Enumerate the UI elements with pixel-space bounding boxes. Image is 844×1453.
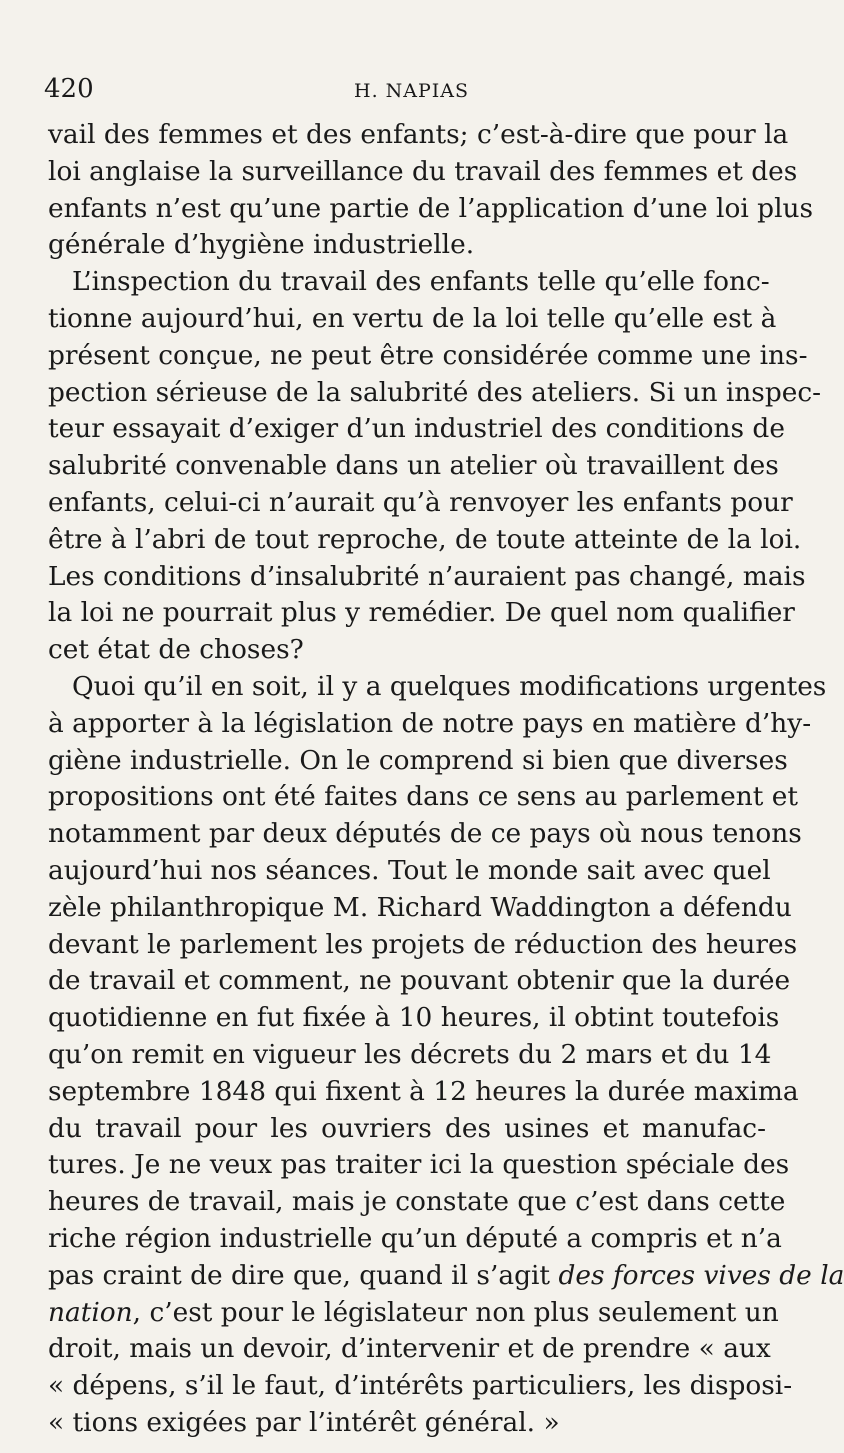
text-line: « dépens, s’il le faut, d’intérêts particuliers, les disposi- [48,1370,793,1402]
text-line: du travail pour les ouvriers des usines et manufac- [48,1112,766,1144]
text-run: , c’est pour le législateur non plus seulement un [132,1296,779,1328]
text-line: tionne aujourd’hui, en vertu de la loi telle qu’elle est à [48,302,777,334]
text-line: pection sérieuse de la salubrité des ateliers. Si un inspec- [48,376,822,408]
text-line: aujourd’hui nos séances. Tout le monde sait avec quel [48,854,771,886]
text-line: de travail et comment, ne pouvant obtenir que la durée [48,965,791,997]
text-line: riche région industrielle qu’un député a compris et n’a [48,1222,782,1254]
text-line: zèle philanthropique M. Richard Waddington a défendu [48,891,792,923]
text-line: à apporter à la législation de notre pays en matière d’hy- [48,707,812,739]
text-line: présent conçue, ne peut être considérée comme une ins- [48,339,808,371]
page-number: 420 [44,74,94,104]
text-line: enfants, celui-ci n’aurait qu’à renvoyer les enfants pour [48,486,793,518]
text-line: heures de travail, mais je constate que c’est dans cette [48,1186,786,1218]
text-line: quotidienne en fut fixée à 10 heures, il obtint toutefois [48,1002,780,1034]
text-line: cet état de choses? [48,634,304,666]
text-line: enfants n’est qu’une partie de l’application d’une loi plus [48,192,814,224]
text-line: tures. Je ne veux pas traiter ici la question spéciale des [48,1149,790,1181]
text-line: vail des femmes et des enfants; c’est-à-dire que pour la [48,119,789,150]
running-head: H. NAPIAS [354,80,470,102]
text-line: devant le parlement les projets de réduction des heures [48,928,798,960]
text-run: pas craint de dire que, quand il s’agit [48,1259,559,1291]
text-line: générale d’hygiène industrielle. [48,229,475,261]
text-line: salubrité convenable dans un atelier où travaillent des [48,450,779,482]
text-line: la loi ne pourrait plus y remédier. De quel nom qualifier [48,597,795,629]
text-line: Quoi qu’il en soit, il y a quelques modifications urgentes [72,670,827,702]
italic-phrase: des forces vives de la [558,1259,844,1291]
text-line: septembre 1848 qui fixent à 12 heures la durée maxima [48,1075,799,1107]
text-line: L’inspection du travail des enfants telle qu’elle fonc- [72,266,770,298]
text-line: propositions ont été faites dans ce sens au parlement et [48,781,798,813]
text-line: être à l’abri de tout reproche, de toute atteinte de la loi. [48,523,802,555]
body-text [48,117,844,1442]
text-line [48,1258,844,1295]
page-header [44,74,760,114]
text-line: qu’on remit en vigueur les décrets du 2 mars et du 14 [48,1038,772,1070]
text-line: teur essayait d’exiger d’un industriel des conditions de [48,413,785,445]
text-line: droit, mais un devoir, d’intervenir et de prendre « aux [48,1333,771,1365]
text-line: « tions exigées par l’intérêt général. » [48,1406,560,1438]
text-line: loi anglaise la surveillance du travail des femmes et des [48,155,798,187]
text-line [48,1295,779,1332]
text-line: Les conditions d’insalubrité n’auraient pas changé, mais [48,560,806,592]
text-line: notamment par deux députés de ce pays où nous tenons [48,818,802,850]
italic-phrase: nation [48,1296,133,1328]
text-line: giène industrielle. On le comprend si bien que diverses [48,744,788,776]
